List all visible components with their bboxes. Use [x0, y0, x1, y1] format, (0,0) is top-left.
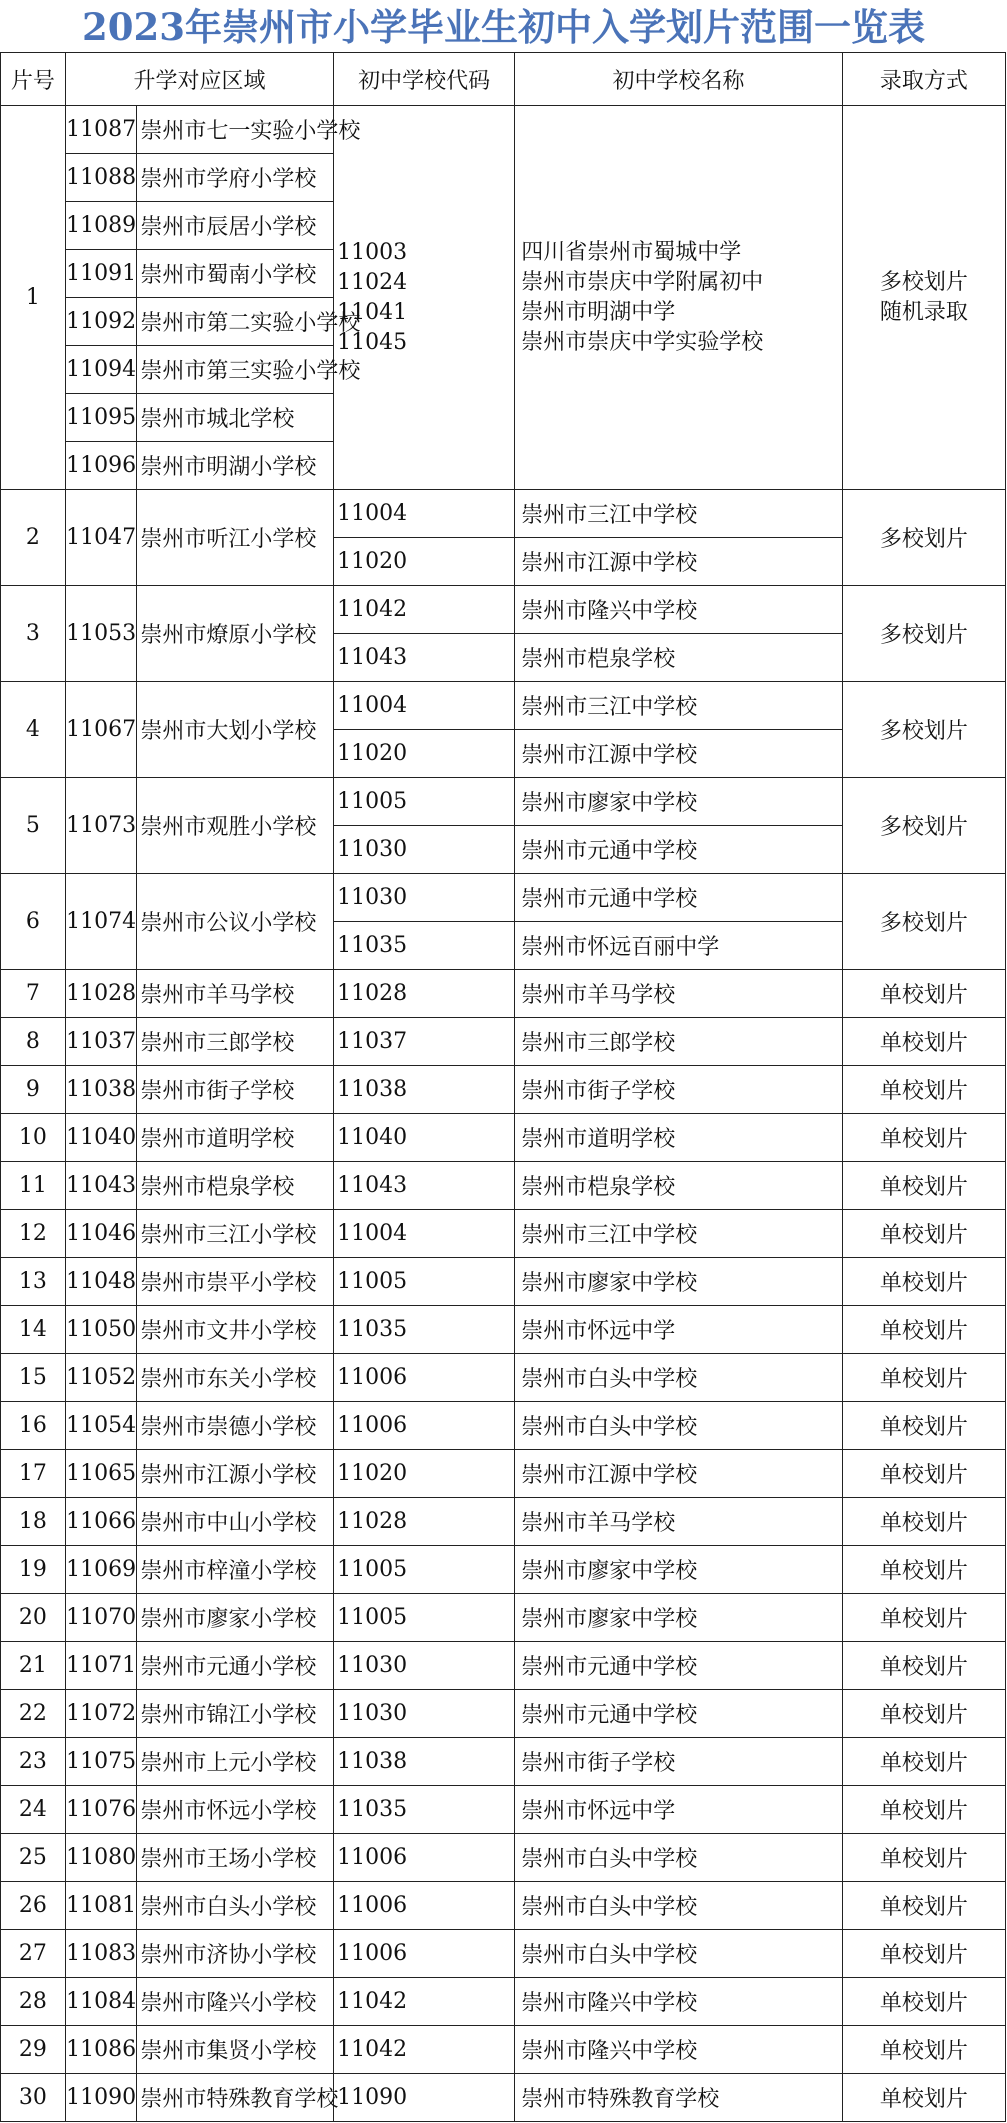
- middle-name: 崇州市三郎学校: [515, 1018, 843, 1066]
- zone-number: 7: [1, 970, 66, 1018]
- primary-name: 崇州市观胜小学校: [137, 778, 334, 874]
- table-row: [1, 1594, 1006, 1642]
- table-row: [1, 1930, 1006, 1978]
- zone-number: 10: [1, 1114, 66, 1162]
- table-row: [1, 1834, 1006, 1882]
- middle-name: 崇州市街子学校: [515, 1066, 843, 1114]
- admission-method: 单校划片: [842, 1738, 1005, 1786]
- middle-name: 崇州市元通中学校: [515, 1642, 843, 1690]
- zone-number: 16: [1, 1402, 66, 1450]
- primary-code: 11052: [65, 1354, 137, 1402]
- zone-number: 17: [1, 1450, 66, 1498]
- middle-code: 11006: [334, 1834, 515, 1882]
- admission-method-line: 多校划片: [879, 269, 968, 295]
- primary-code: 11086: [65, 2026, 137, 2074]
- admission-method: 单校划片: [842, 1978, 1005, 2026]
- primary-code: 11054: [65, 1402, 137, 1450]
- middle-name: 崇州市元通中学校: [515, 826, 843, 874]
- primary-code: 11067: [65, 682, 137, 778]
- table-row: [1, 1978, 1006, 2026]
- zone-number: 23: [1, 1738, 66, 1786]
- middle-name: 崇州市三江中学校: [515, 1210, 843, 1258]
- middle-code: 11004: [334, 490, 515, 538]
- admission-method: 单校划片: [842, 1642, 1005, 1690]
- middle-name: 崇州市桤泉学校: [515, 634, 843, 682]
- middle-code: 11004: [334, 682, 515, 730]
- middle-code: 11043: [334, 1162, 515, 1210]
- zone-number: 11: [1, 1162, 66, 1210]
- middle-code: 11030: [334, 1690, 515, 1738]
- header-area: 升学对应区域: [65, 53, 333, 106]
- primary-name: 崇州市上元小学校: [137, 1738, 334, 1786]
- middle-name: 崇州市廖家中学校: [515, 1546, 843, 1594]
- primary-name: 崇州市桤泉学校: [137, 1162, 334, 1210]
- table-row: [1, 1018, 1006, 1066]
- table-row: [1, 1066, 1006, 1114]
- admission-method: 单校划片: [842, 1546, 1005, 1594]
- middle-name: 崇州市隆兴中学校: [515, 2026, 843, 2074]
- table-row: [1, 1546, 1006, 1594]
- primary-name: 崇州市七一实验小学校: [137, 106, 334, 154]
- zone-number: 18: [1, 1498, 66, 1546]
- admission-method: 单校划片: [842, 1930, 1005, 1978]
- admission-method: 单校划片: [842, 1498, 1005, 1546]
- primary-name: 崇州市怀远小学校: [137, 1786, 334, 1834]
- table-row: [1, 970, 1006, 1018]
- zone-number: 30: [1, 2074, 66, 2122]
- primary-name: 崇州市梓潼小学校: [137, 1546, 334, 1594]
- primary-code: 11075: [65, 1738, 137, 1786]
- table-row: [1, 1642, 1006, 1690]
- primary-code: 11070: [65, 1594, 137, 1642]
- table-row: [1, 586, 1006, 634]
- table-row: [1, 106, 1006, 154]
- primary-code: 11074: [65, 874, 137, 970]
- primary-name: 崇州市崇平小学校: [137, 1258, 334, 1306]
- zone-number: 1: [1, 106, 66, 490]
- primary-name: 崇州市中山小学校: [137, 1498, 334, 1546]
- primary-name: 崇州市崇德小学校: [137, 1402, 334, 1450]
- allocation-table: [0, 52, 1006, 2122]
- middle-name: 崇州市怀远百丽中学: [515, 922, 843, 970]
- middle-name: 崇州市三江中学校: [515, 490, 843, 538]
- middle-code: 11038: [334, 1738, 515, 1786]
- middle-names-line: 崇州市崇庆中学实验学校: [521, 329, 764, 355]
- primary-name: 崇州市锦江小学校: [137, 1690, 334, 1738]
- primary-code: 11095: [65, 394, 137, 442]
- middle-name: 崇州市隆兴中学校: [515, 586, 843, 634]
- middle-name: 崇州市桤泉学校: [515, 1162, 843, 1210]
- middle-name: 崇州市街子学校: [515, 1738, 843, 1786]
- middle-code: 11040: [334, 1114, 515, 1162]
- primary-name: 崇州市蜀南小学校: [137, 250, 334, 298]
- page-title: 2023年崇州市小学毕业生初中入学划片范围一览表: [82, 5, 925, 49]
- middle-code: 11035: [334, 922, 515, 970]
- zone-number: 9: [1, 1066, 66, 1114]
- primary-code: 11089: [65, 202, 137, 250]
- admission-method: 单校划片: [842, 1402, 1005, 1450]
- table-row: [1, 1258, 1006, 1306]
- zone-number: 24: [1, 1786, 66, 1834]
- zone-number: 20: [1, 1594, 66, 1642]
- zone-number: 29: [1, 2026, 66, 2074]
- primary-name: 崇州市白头小学校: [137, 1882, 334, 1930]
- admission-method-line: 随机录取: [879, 299, 968, 325]
- middle-name: 崇州市白头中学校: [515, 1834, 843, 1882]
- middle-code: 11028: [334, 970, 515, 1018]
- middle-name: 崇州市道明学校: [515, 1114, 843, 1162]
- primary-code: 11083: [65, 1930, 137, 1978]
- primary-name: 崇州市第三实验小学校: [137, 346, 334, 394]
- primary-code: 11080: [65, 1834, 137, 1882]
- middle-names-line: 崇州市崇庆中学附属初中: [521, 269, 764, 295]
- header-name: 初中学校名称: [515, 53, 843, 106]
- primary-code: 11069: [65, 1546, 137, 1594]
- header-zone: 片号: [1, 53, 66, 106]
- primary-code: 11073: [65, 778, 137, 874]
- zone-number: 13: [1, 1258, 66, 1306]
- middle-name: 崇州市白头中学校: [515, 1930, 843, 1978]
- middle-code: 11020: [334, 1450, 515, 1498]
- primary-name: 崇州市特殊教育学校: [137, 2074, 334, 2122]
- middle-code: 11035: [334, 1306, 515, 1354]
- middle-code: 11042: [334, 2026, 515, 2074]
- primary-code: 11050: [65, 1306, 137, 1354]
- primary-name: 崇州市东关小学校: [137, 1354, 334, 1402]
- middle-code: 11006: [334, 1402, 515, 1450]
- middle-name: 崇州市廖家中学校: [515, 778, 843, 826]
- zone-number: 4: [1, 682, 66, 778]
- middle-names-line: 崇州市明湖中学: [521, 299, 676, 325]
- middle-code: 11005: [334, 1594, 515, 1642]
- admission-method: 单校划片: [842, 1354, 1005, 1402]
- table-row: [1, 2026, 1006, 2074]
- middle-code: 11035: [334, 1786, 515, 1834]
- primary-name: 崇州市三郎学校: [137, 1018, 334, 1066]
- middle-code: 11037: [334, 1018, 515, 1066]
- middle-name: 崇州市江源中学校: [515, 1450, 843, 1498]
- middle-name: 崇州市元通中学校: [515, 874, 843, 922]
- header-code: 初中学校代码: [334, 53, 515, 106]
- table-row: [1, 1690, 1006, 1738]
- zone-number: 26: [1, 1882, 66, 1930]
- table-row: [1, 682, 1006, 730]
- zone-number: 21: [1, 1642, 66, 1690]
- primary-name: 崇州市燎原小学校: [137, 586, 334, 682]
- admission-method: 单校划片: [842, 1258, 1005, 1306]
- middle-name: 崇州市特殊教育学校: [515, 2074, 843, 2122]
- zone-number: 15: [1, 1354, 66, 1402]
- table-row: [1, 778, 1006, 826]
- admission-method: 单校划片: [842, 2074, 1005, 2122]
- middle-code: 11043: [334, 634, 515, 682]
- zone-number: 8: [1, 1018, 66, 1066]
- table-row: [1, 874, 1006, 922]
- middle-code: 11005: [334, 1258, 515, 1306]
- primary-name: 崇州市道明学校: [137, 1114, 334, 1162]
- primary-name: 崇州市城北学校: [137, 394, 334, 442]
- primary-code: 11096: [65, 442, 137, 490]
- admission-method: 单校划片: [842, 2026, 1005, 2074]
- admission-method: 单校划片: [842, 1786, 1005, 1834]
- middle-codes-line: 11045: [337, 329, 408, 355]
- middle-code: 11030: [334, 874, 515, 922]
- admission-method: 多校划片: [842, 682, 1005, 778]
- primary-name: 崇州市王场小学校: [137, 1834, 334, 1882]
- table-row: [1, 1498, 1006, 1546]
- admission-method: 多校划片: [842, 778, 1005, 874]
- table-row: [1, 490, 1006, 538]
- middle-code: 11006: [334, 1930, 515, 1978]
- primary-name: 崇州市辰居小学校: [137, 202, 334, 250]
- primary-name: 崇州市明湖小学校: [137, 442, 334, 490]
- zone-number: 22: [1, 1690, 66, 1738]
- primary-name: 崇州市听江小学校: [137, 490, 334, 586]
- primary-name: 崇州市文井小学校: [137, 1306, 334, 1354]
- admission-method: 单校划片: [842, 1018, 1005, 1066]
- middle-code: 11005: [334, 778, 515, 826]
- middle-code: 11030: [334, 826, 515, 874]
- middle-code: 11020: [334, 730, 515, 778]
- primary-code: 11087: [65, 106, 137, 154]
- middle-codes-line: 11024: [337, 269, 408, 295]
- primary-code: 11090: [65, 2074, 137, 2122]
- middle-code: 11005: [334, 1546, 515, 1594]
- primary-code: 11091: [65, 250, 137, 298]
- admission-method: 单校划片: [842, 1306, 1005, 1354]
- primary-name: 崇州市三江小学校: [137, 1210, 334, 1258]
- admission-method: 单校划片: [842, 1834, 1005, 1882]
- primary-name: 崇州市廖家小学校: [137, 1594, 334, 1642]
- primary-code: 11028: [65, 970, 137, 1018]
- middle-name: 崇州市羊马学校: [515, 1498, 843, 1546]
- zone-number: 14: [1, 1306, 66, 1354]
- primary-name: 崇州市济协小学校: [137, 1930, 334, 1978]
- admission-method: 单校划片: [842, 1210, 1005, 1258]
- primary-code: 11092: [65, 298, 137, 346]
- header-row: [1, 53, 1006, 106]
- middle-names-line: 四川省崇州市蜀城中学: [521, 239, 742, 265]
- middle-name: 崇州市怀远中学: [515, 1786, 843, 1834]
- table-row: [1, 1114, 1006, 1162]
- middle-code: 11006: [334, 1354, 515, 1402]
- middle-code: 11090: [334, 2074, 515, 2122]
- middle-names: [515, 106, 843, 490]
- primary-code: 11088: [65, 154, 137, 202]
- middle-code: 11042: [334, 586, 515, 634]
- zone-number: 5: [1, 778, 66, 874]
- admission-method: 单校划片: [842, 1114, 1005, 1162]
- middle-name: 崇州市羊马学校: [515, 970, 843, 1018]
- primary-code: 11072: [65, 1690, 137, 1738]
- zone-number: 12: [1, 1210, 66, 1258]
- admission-method: 多校划片: [842, 490, 1005, 586]
- primary-code: 11084: [65, 1978, 137, 2026]
- primary-name: 崇州市元通小学校: [137, 1642, 334, 1690]
- admission-method: 单校划片: [842, 1066, 1005, 1114]
- zone-number: 19: [1, 1546, 66, 1594]
- middle-name: 崇州市白头中学校: [515, 1882, 843, 1930]
- middle-name: 崇州市白头中学校: [515, 1402, 843, 1450]
- admission-method: 单校划片: [842, 1450, 1005, 1498]
- primary-code: 11071: [65, 1642, 137, 1690]
- zone-number: 6: [1, 874, 66, 970]
- admission-method: 单校划片: [842, 1882, 1005, 1930]
- primary-code: 11066: [65, 1498, 137, 1546]
- table-row: [1, 1882, 1006, 1930]
- middle-code: 11004: [334, 1210, 515, 1258]
- primary-name: 崇州市羊马学校: [137, 970, 334, 1018]
- zone-number: 27: [1, 1930, 66, 1978]
- primary-code: 11081: [65, 1882, 137, 1930]
- primary-code: 11037: [65, 1018, 137, 1066]
- table-row: [1, 2074, 1006, 2122]
- table-row: [1, 1210, 1006, 1258]
- middle-name: 崇州市白头中学校: [515, 1354, 843, 1402]
- primary-code: 11047: [65, 490, 137, 586]
- zone-number: 28: [1, 1978, 66, 2026]
- primary-name: 崇州市大划小学校: [137, 682, 334, 778]
- primary-name: 崇州市公议小学校: [137, 874, 334, 970]
- admission-method: 多校划片: [842, 874, 1005, 970]
- middle-name: 崇州市元通中学校: [515, 1690, 843, 1738]
- middle-codes-line: 11041: [337, 299, 408, 325]
- table-row: [1, 1306, 1006, 1354]
- primary-code: 11065: [65, 1450, 137, 1498]
- table-row: [1, 1162, 1006, 1210]
- primary-code: 11053: [65, 586, 137, 682]
- header-method: 录取方式: [842, 53, 1005, 106]
- primary-name: 崇州市江源小学校: [137, 1450, 334, 1498]
- middle-name: 崇州市廖家中学校: [515, 1258, 843, 1306]
- zone-number: 3: [1, 586, 66, 682]
- admission-method: 多校划片: [842, 586, 1005, 682]
- table-row: [1, 1402, 1006, 1450]
- zone-number: 2: [1, 490, 66, 586]
- primary-name: 崇州市隆兴小学校: [137, 1978, 334, 2026]
- middle-code: 11006: [334, 1882, 515, 1930]
- middle-codes: [334, 106, 515, 490]
- table-row: [1, 1786, 1006, 1834]
- primary-code: 11043: [65, 1162, 137, 1210]
- primary-name: 崇州市街子学校: [137, 1066, 334, 1114]
- middle-name: 崇州市廖家中学校: [515, 1594, 843, 1642]
- middle-name: 崇州市怀远中学: [515, 1306, 843, 1354]
- middle-codes-line: 11003: [337, 239, 408, 265]
- primary-code: 11048: [65, 1258, 137, 1306]
- middle-code: 11030: [334, 1642, 515, 1690]
- admission-method: 单校划片: [842, 970, 1005, 1018]
- middle-name: 崇州市三江中学校: [515, 682, 843, 730]
- admission-method: 单校划片: [842, 1162, 1005, 1210]
- middle-name: 崇州市江源中学校: [515, 730, 843, 778]
- primary-code: 11076: [65, 1786, 137, 1834]
- zone-number: 25: [1, 1834, 66, 1882]
- middle-code: 11020: [334, 538, 515, 586]
- middle-name: 崇州市江源中学校: [515, 538, 843, 586]
- middle-code: 11028: [334, 1498, 515, 1546]
- table-row: [1, 1450, 1006, 1498]
- table-row: [1, 1354, 1006, 1402]
- admission-method: 单校划片: [842, 1594, 1005, 1642]
- admission-method: [842, 106, 1005, 490]
- middle-code: 11042: [334, 1978, 515, 2026]
- primary-code: 11094: [65, 346, 137, 394]
- primary-name: 崇州市学府小学校: [137, 154, 334, 202]
- middle-code: 11038: [334, 1066, 515, 1114]
- primary-code: 11038: [65, 1066, 137, 1114]
- primary-name: 崇州市集贤小学校: [137, 2026, 334, 2074]
- admission-method: 单校划片: [842, 1690, 1005, 1738]
- primary-name: 崇州市第二实验小学校: [137, 298, 334, 346]
- primary-code: 11040: [65, 1114, 137, 1162]
- primary-code: 11046: [65, 1210, 137, 1258]
- table-row: [1, 1738, 1006, 1786]
- middle-name: 崇州市隆兴中学校: [515, 1978, 843, 2026]
